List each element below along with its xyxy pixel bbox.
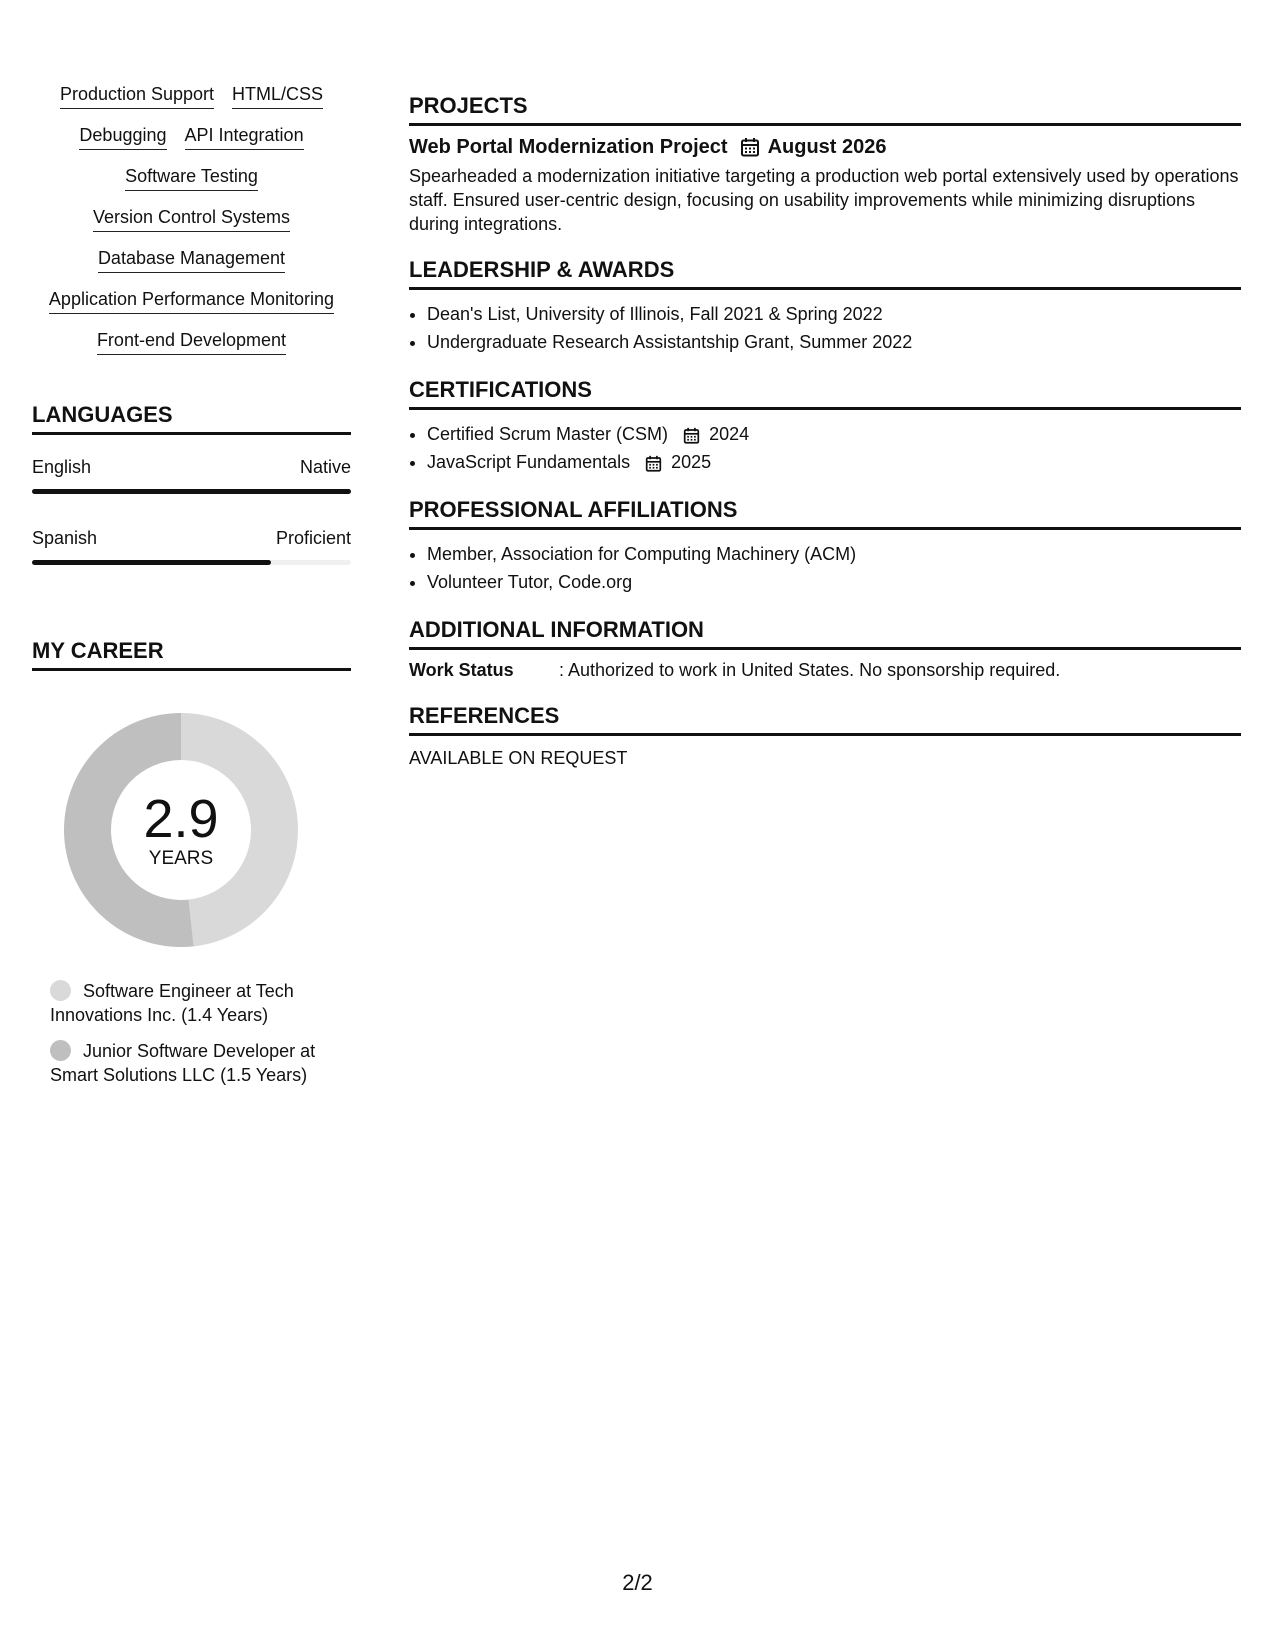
skills-list (32, 82, 351, 355)
career-heading: MY CAREER (32, 637, 351, 671)
skill-tag: Application Performance Monitoring (49, 287, 334, 314)
career-total: 2.9 (143, 789, 219, 849)
references-section (409, 702, 1241, 770)
certification-item (427, 448, 1241, 476)
additional-info-section (409, 616, 1241, 682)
project-date: August 2026 (767, 136, 887, 158)
references-text: AVAILABLE ON REQUEST (409, 748, 628, 768)
skill-tag: Software Testing (125, 164, 258, 191)
additional-info-heading: ADDITIONAL INFORMATION (409, 616, 1241, 650)
project-name: Web Portal Modernization Project (409, 136, 728, 158)
page-number: 2/2 (622, 1570, 653, 1595)
certification-name: Certified Scrum Master (CSM) (427, 424, 669, 444)
affiliation-item: • Member, Association for Computing Machinery (ACM) (427, 540, 1241, 568)
legend-dot (50, 1040, 71, 1061)
awards-heading: LEADERSHIP & AWARDS (409, 256, 1241, 290)
legend-dot (50, 980, 71, 1001)
language-bar (32, 560, 351, 565)
language-name: English (32, 457, 92, 477)
left-column (32, 82, 351, 1099)
skill-tag: Version Control Systems (93, 205, 290, 232)
language-bar-fill (32, 489, 351, 494)
language-name: Spanish (32, 528, 98, 548)
certification-year: 2025 (671, 452, 712, 472)
language-level: Proficient (275, 528, 351, 548)
certification-name: JavaScript Fundamentals (427, 452, 631, 472)
skill-tag: Debugging (79, 123, 166, 150)
skill-tag: Front-end Development (97, 328, 286, 355)
career-legend-item (50, 1039, 340, 1087)
career-donut (56, 705, 306, 955)
career-unit: YEARS (148, 848, 214, 869)
affiliations-section (409, 496, 1241, 596)
career-role-label: Software Engineer at Tech Innovations Inc. (1.4 Years) (50, 981, 294, 1025)
affiliations-heading: PROFESSIONAL AFFILIATIONS (409, 496, 1241, 530)
calendar-icon (645, 455, 662, 472)
calendar-icon (740, 137, 760, 157)
awards-section (409, 256, 1241, 356)
projects-heading: PROJECTS (409, 92, 1241, 126)
career-legend-item (50, 979, 340, 1027)
skill-tag: Production Support (60, 82, 214, 109)
language-bar (32, 489, 351, 494)
calendar-icon (683, 427, 700, 444)
certifications-heading: CERTIFICATIONS (409, 376, 1241, 410)
skill-tag: API Integration (185, 123, 304, 150)
career-role-label: Junior Software Developer at Smart Solutions LLC (1.5 Years) (50, 1041, 316, 1085)
language-row (32, 455, 351, 494)
skill-tag: Database Management (98, 246, 285, 273)
references-heading: REFERENCES (409, 702, 1241, 736)
award-item: • Dean's List, University of Illinois, Fall 2021 & Spring 2022 (427, 300, 1241, 328)
language-level: Native (299, 457, 351, 477)
work-status-value: : Authorized to work in United States. No sponsorship required. (559, 660, 1061, 680)
certifications-section (409, 376, 1241, 476)
right-column (409, 92, 1241, 790)
affiliation-item: • Volunteer Tutor, Code.org (427, 568, 1241, 596)
award-item: • Undergraduate Research Assistantship Grant, Summer 2022 (427, 328, 1241, 356)
certification-year: 2024 (709, 424, 750, 444)
certification-item (427, 420, 1241, 448)
skill-tag: HTML/CSS (232, 82, 323, 109)
work-status-label: Work Status (409, 660, 514, 680)
career-legend (50, 979, 340, 1087)
languages-heading: LANGUAGES (32, 401, 351, 435)
projects-section (409, 92, 1241, 236)
language-row (32, 526, 351, 565)
language-bar-fill (32, 560, 271, 565)
project-description: Spearheaded a modernization initiative targeting a production web portal extensively used by operations staff. Ensured user-centric design, focusing on usability improvements while minimizing disruptions during integrations. (409, 166, 1239, 234)
